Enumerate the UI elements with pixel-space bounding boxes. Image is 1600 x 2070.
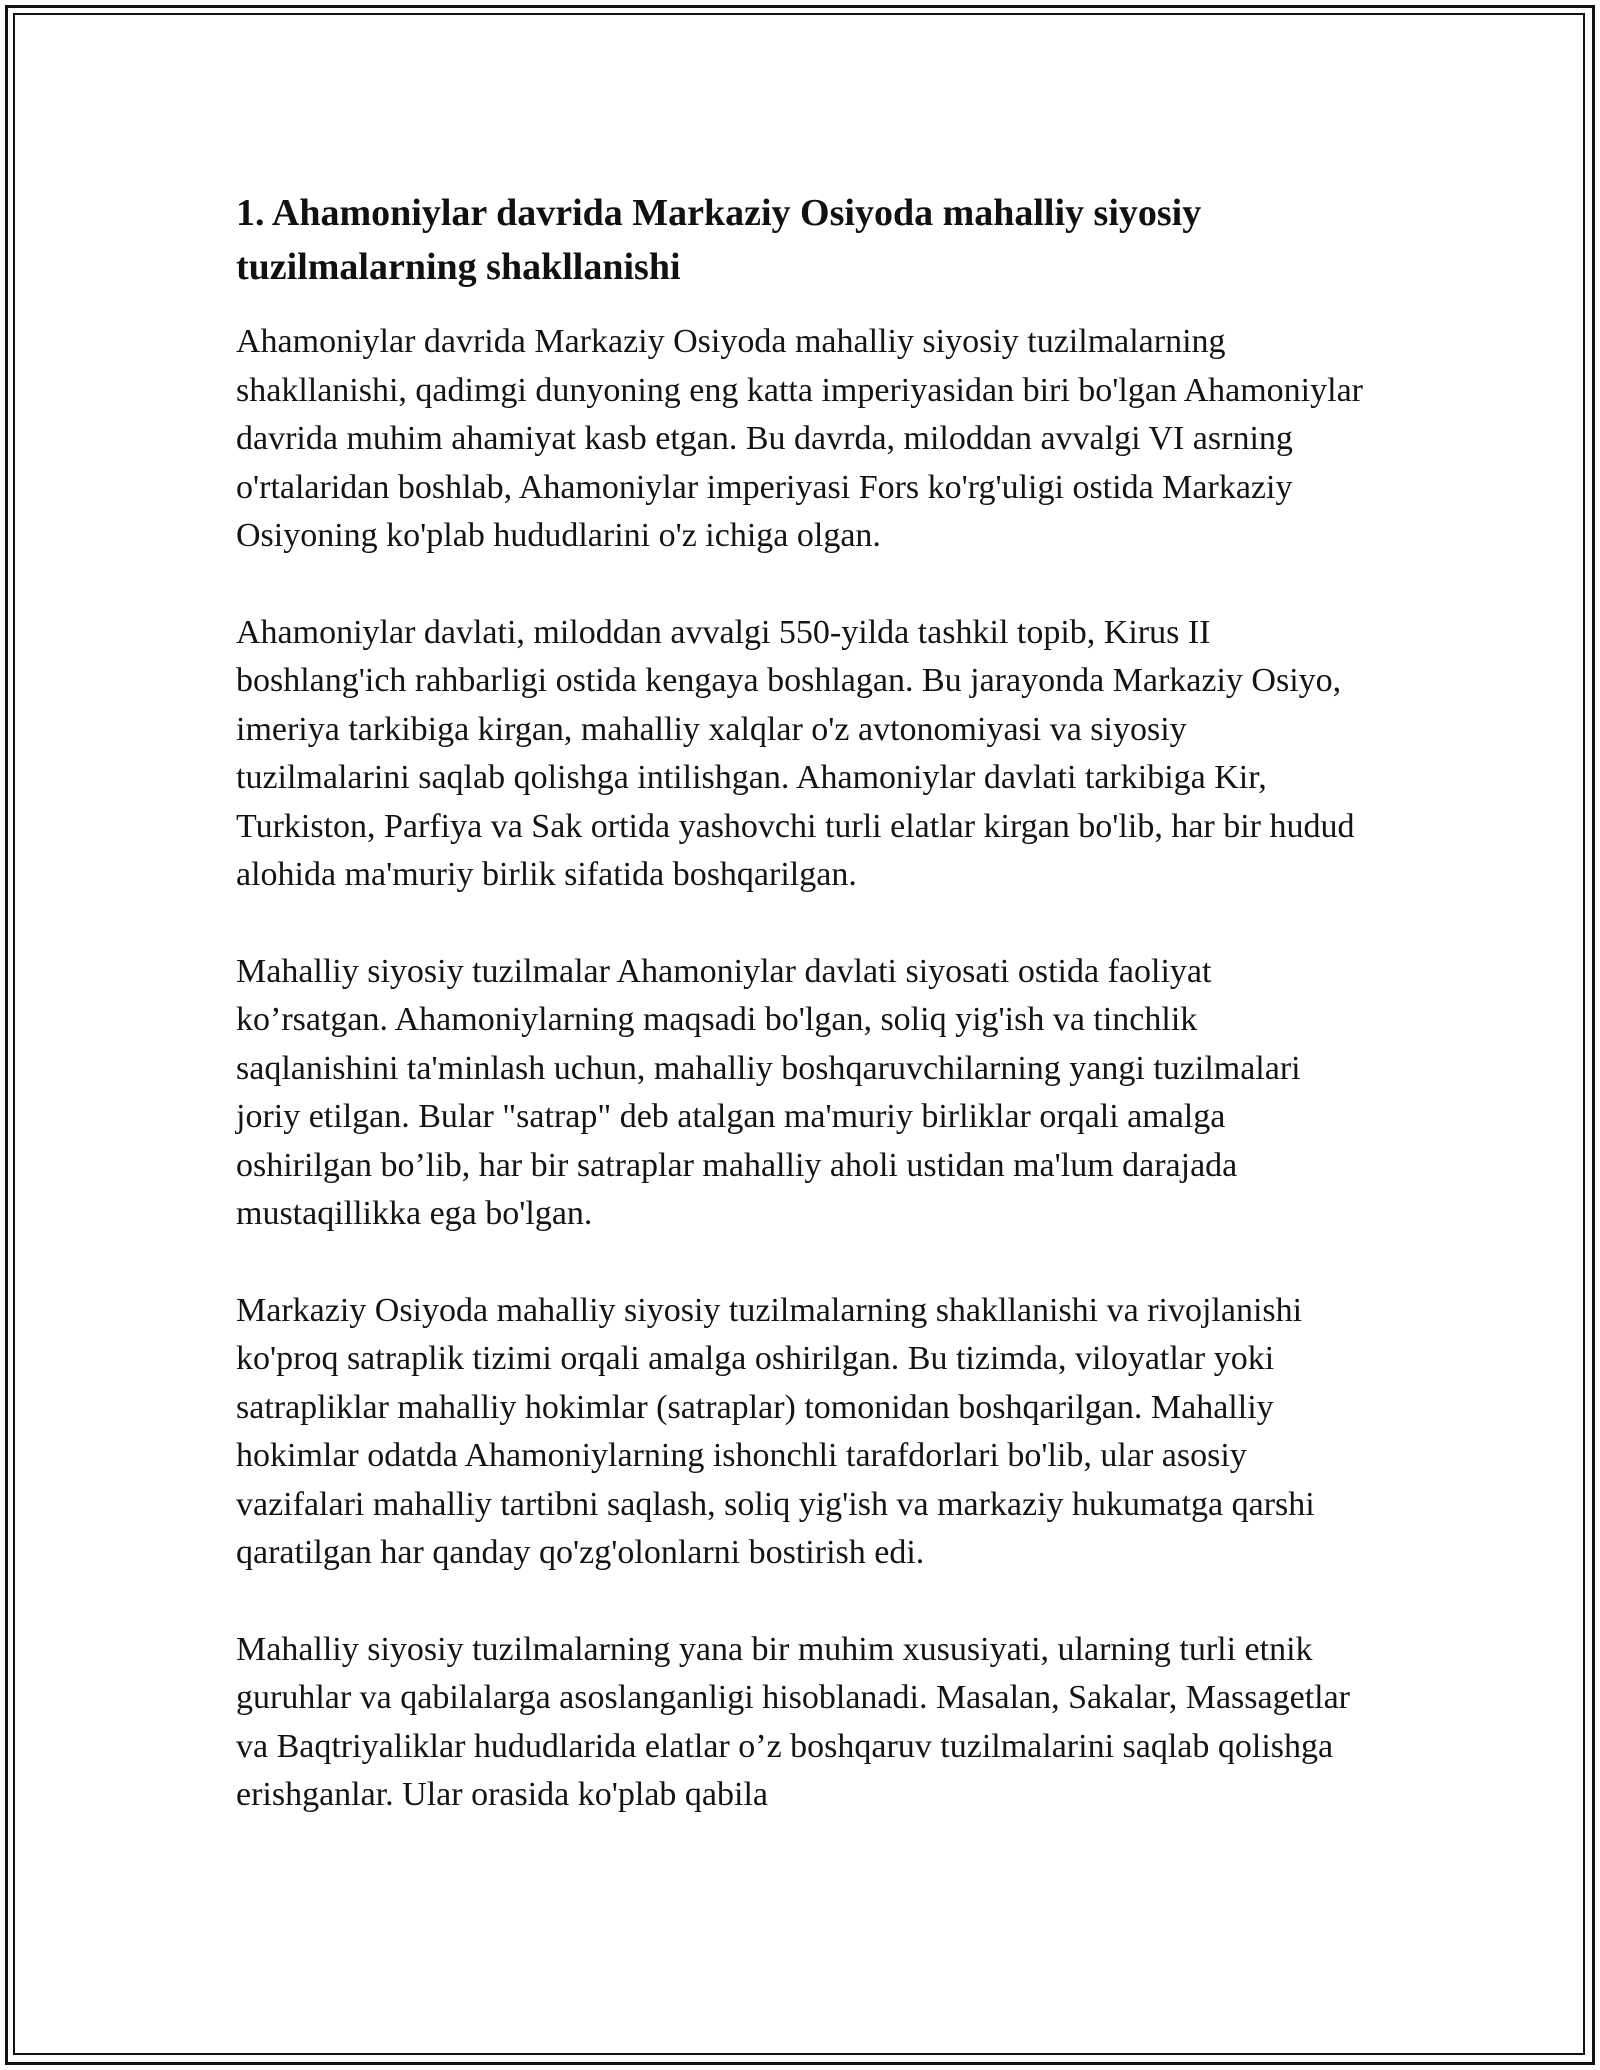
paragraph-5: Mahalliy siyosiy tuzilmalarning yana bir muhim xususiyati, ularning turli etnik guruhlar va qabilalarga asoslanganligi hisoblanadi. Masalan, Sakalar, Massagetlar va Baqtriyaliklar hududlarida elatlar o’z boshqaruv tuzilmalarini saqlab qolishga erishganlar. Ular orasida ko'plab qabila <box>236 1630 1350 1813</box>
paragraph-3: Mahalliy siyosiy tuzilmalar Ahamoniylar davlati siyosati ostida faoliyat ko’rsatgan. Ahamoniylarning maqsadi bo'lgan, soliq yig'ish va tinchlik saqlanishini ta'minlash uchun, mahalliy boshqaruvchilarning yangi tuzilmalari joriy etilgan. Bular "satrap" deb atalgan ma'muriy birliklar orqali amalga oshirilgan bo’lib, har bir satraplar mahalliy aholi ustidan ma'lum darajada mustaqillikka ega bo'lgan. <box>236 952 1301 1232</box>
paragraph-2: Ahamoniylar davlati, miloddan avvalgi 550-yilda tashkil topib, Kirus II boshlang'ich rahbarligi ostida kengaya boshlagan. Bu jarayonda Markaziy Osiyo, imeriya tarkibiga kirgan, mahalliy xalqlar o'z avtonomiyasi va siyosiy tuzilmalarini saqlab qolishga intilishgan. Ahamoniylar davlati tarkibiga Kir, Turkiston, Parfiya va Sak ortida yashovchi turli elatlar kirgan bo'lib, har bir hudud alohida ma'muriy birlik sifatida boshqarilgan. <box>236 613 1355 893</box>
document-body <box>236 186 1366 1820</box>
paragraph-1: Ahamoniylar davrida Markaziy Osiyoda mahalliy siyosiy tuzilmalarning shakllanishi, qadimgi dunyoning eng katta imperiyasidan biri bo'lgan Ahamoniylar davrida muhim ahamiyat kasb etgan. Bu davrda, miloddan avvalgi VI asrning o'rtalaridan boshlab, Ahamoniylar imperiyasi Fors ko'rg'uligi ostida Markaziy Osiyoning ko'plab hududlarini o'z ichiga olgan. <box>236 323 1363 554</box>
paragraph-4: Markaziy Osiyoda mahalliy siyosiy tuzilmalarning shakllanishi va rivojlanishi ko'proq satraplik tizimi orqali amalga oshirilgan. Bu tizimda, viloyatlar yoki satrapliklar mahalliy hokimlar (satraplar) tomonidan boshqarilgan. Mahalliy hokimlar odatda Ahamoniylarning ishonchli tarafdorlari bo'lib, ular asosiy vazifalari mahalliy tartibni saqlash, soliq yig'ish va markaziy hukumatga qarshi qaratilgan har qanday qo'zg'olonlarni bostirish edi. <box>236 1291 1315 1571</box>
section-heading: 1. Ahamoniylar davrida Markaziy Osiyoda mahalliy siyosiy tuzilmalarning shakllanishi <box>236 192 1202 288</box>
